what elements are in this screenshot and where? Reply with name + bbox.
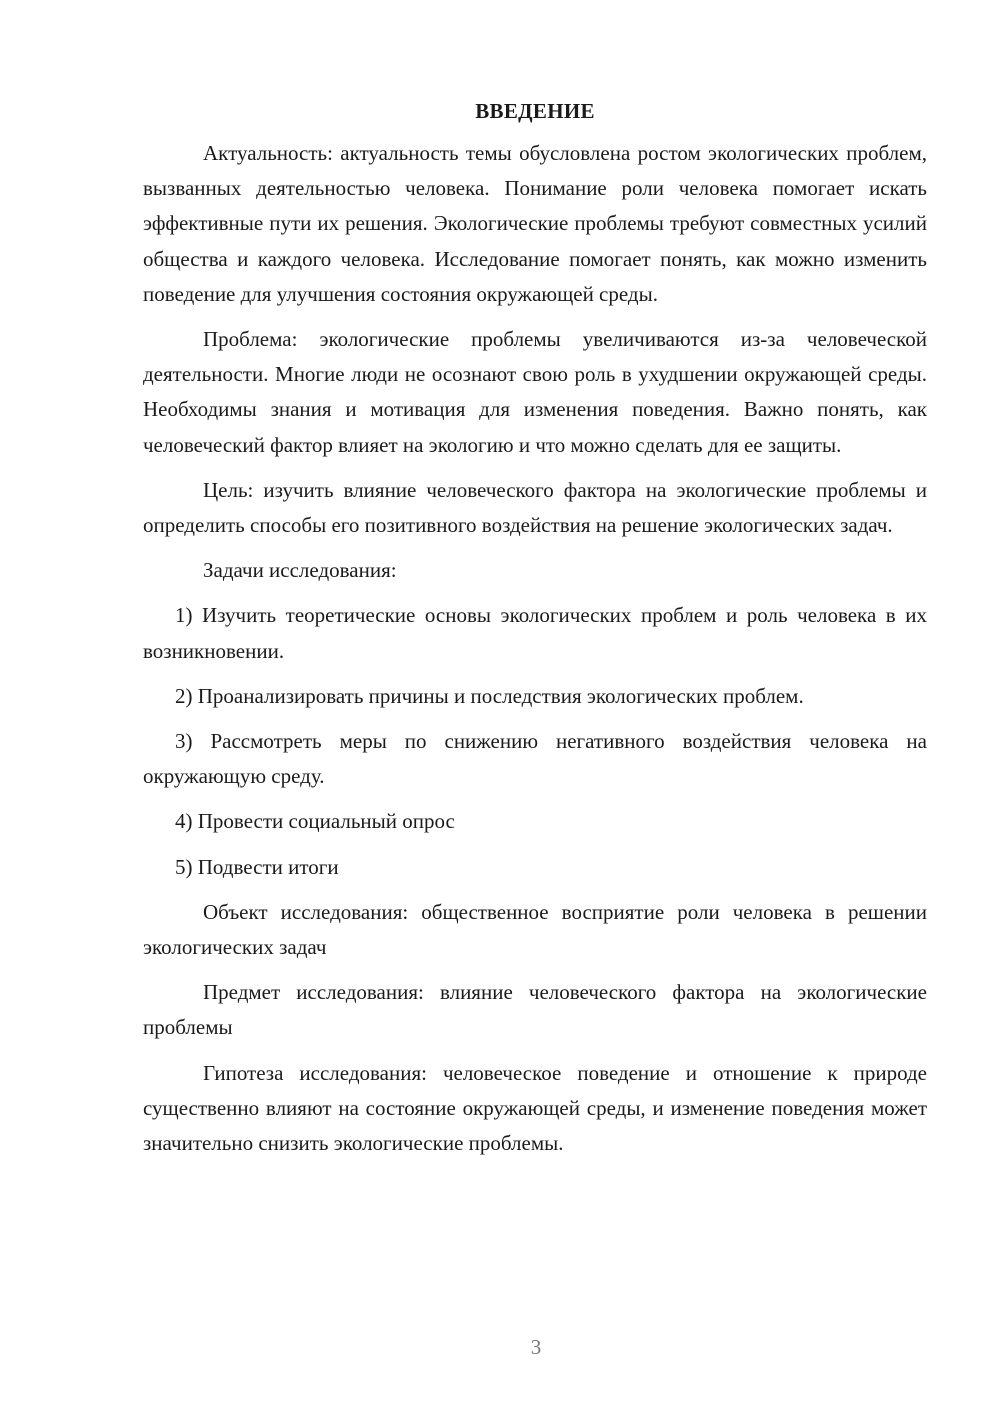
page-title: ВВЕДЕНИЕ [475,99,595,123]
task-item-5: 5) Подвести итоги [175,854,339,879]
task-item-2: 2) Проанализировать причины и последствия экологических проблем. [175,683,804,708]
paragraph-subject: Предмет исследования: влияние человеческого фактора на экологические проблемы [143,980,927,1040]
task-item-4: 4) Провести социальный опрос [175,809,455,834]
paragraph-problem: Проблема: экологические проблемы увеличиваются из-за человеческой деятельности. Многие люди не осознают свою роль в ухудшении окружающей среды. Необходимы знания и мотивация для изменения поведения. Важно понять, как человеческий фактор влияет на экологию и что можно сделать для ее защиты. [143,327,927,457]
paragraph-object: Объект исследования: общественное восприятие роли человека в решении экологических задач [143,899,927,960]
paragraph-hypothesis: Гипотеза исследования: человеческое поведение и отношение к природе существенно влияют на состояние окружающей среды, и изменение поведения может значительно снизить экологические проблемы. [143,1060,927,1156]
page-number: 3 [530,1335,542,1359]
task-item-3: 3) Рассмотреть меры по снижению негативного воздействия человека на окружающую среду. [143,729,927,789]
task-item-1: 1) Изучить теоретические основы экологических проблем и роль человека в их возникновении. [143,603,927,663]
page-content [143,97,927,1171]
paragraph-tasks-heading: Задачи исследования: [203,558,397,583]
paragraph-relevance: Актуальность: актуальность темы обусловлена ростом экологических проблем, вызванных деятельностью человека. Понимание роли человека помогает искать эффективные пути их решения. Экологические проблемы требуют совместных усилий общества и каждого человека. Исследование помогает понять, как можно изменить поведение для улучшения состояния окружающей среды. [143,141,927,306]
paragraph-goal: Цель: изучить влияние человеческого фактора на экологические проблемы и определить способы его позитивного воздействия на решение экологических задач. [143,477,927,538]
